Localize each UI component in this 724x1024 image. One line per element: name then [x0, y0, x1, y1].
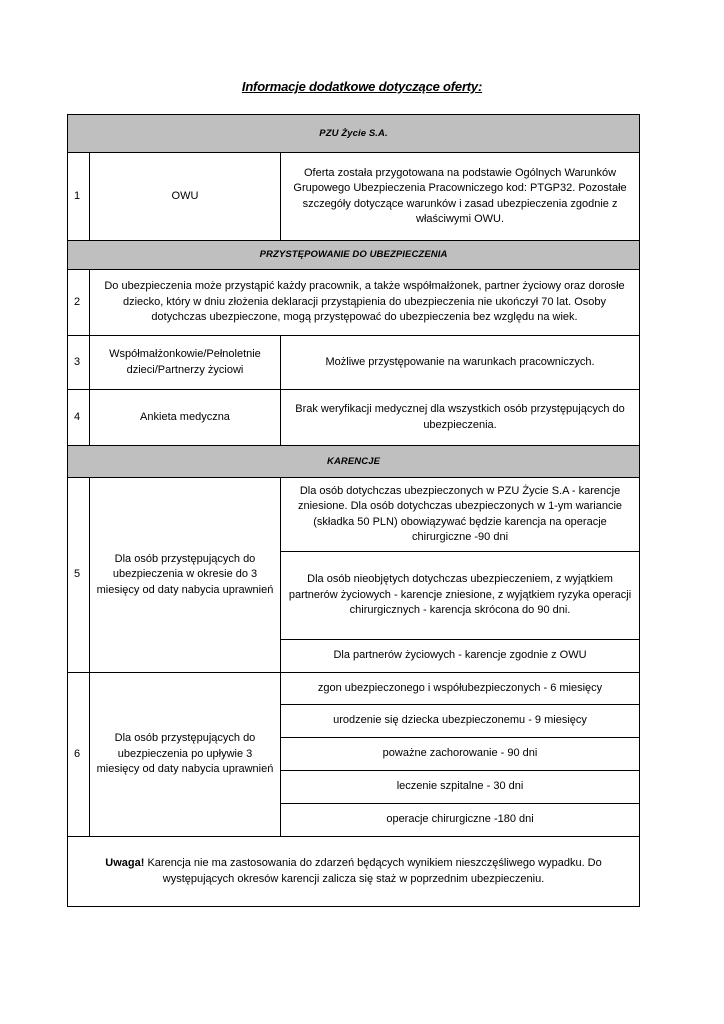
row-number: 6: [68, 673, 90, 837]
table-row-owu: [68, 153, 640, 241]
row-number: 2: [68, 270, 90, 336]
note-text: Karencja nie ma zastosowania do zdarzeń będących wynikiem nieszczęśliwego wypadku. Do występujących okresów karencji zalicza się staż w poprzednim ubezpieczeniu.: [147, 857, 602, 885]
row-number: 3: [68, 336, 90, 390]
row-number: 1: [68, 153, 90, 241]
page-title: Informacje dodatkowe dotyczące oferty:: [241, 79, 483, 94]
section-title-joining: PRZYSTĘPOWANIE DO UBEZPIECZENIA: [68, 241, 640, 270]
table-row-waiting-late: [68, 673, 640, 705]
row-number: 4: [68, 390, 90, 446]
row-value-owu: Oferta została przygotowana na podstawie Ogólnych Warunków Grupowego Ubezpieczenia Pracowniczego kod: PTGP32. Pozostałe szczegóły dotyczące warunków i zasad ubezpieczenia zgodnie z właściwymi OWU.: [281, 153, 640, 241]
waiting-item: leczenie szpitalne - 30 dni: [281, 771, 640, 804]
table-row-waiting-early: [68, 478, 640, 552]
row-text-eligibility: Do ubezpieczenia może przystąpić każdy pracownik, a także współmałżonek, partner życiowy oraz dorosłe dziecko, który w dniu złożenia deklaracji przystąpienia do ubezpieczenia nie ukończył 70 lat. Osoby dotychczas ubezpieczone, mogą przystępować do ubezpieczenia bez względu na wiek.: [90, 270, 640, 336]
section-header-pzu: [68, 115, 640, 153]
table-row-family: [68, 336, 640, 390]
note-cell: [68, 837, 640, 907]
waiting-item: Dla partnerów życiowych - karencje zgodnie z OWU: [281, 640, 640, 673]
row-number: 5: [68, 478, 90, 673]
row-label-waiting-early: Dla osób przystępujących do ubezpieczenia w okresie do 3 miesięcy od daty nabycia uprawnień: [90, 478, 281, 673]
row-label-waiting-late: Dla osób przystępujących do ubezpieczenia po upływie 3 miesięcy od daty nabycia uprawnień: [90, 673, 281, 837]
table-row-note: [68, 837, 640, 907]
waiting-item: Dla osób dotychczas ubezpieczonych w PZU Życie S.A - karencje zniesione. Dla osób dotychczas ubezpieczonych w 1-ym wariancie (składka 50 PLN) obowiązywać będzie karencja na operacje chirurgiczne -90 dni: [281, 478, 640, 552]
table-row-eligibility: [68, 270, 640, 336]
section-header-waiting: [68, 446, 640, 478]
note-label: Uwaga!: [105, 857, 145, 869]
waiting-item: zgon ubezpieczonego i współubezpieczonych - 6 miesięcy: [281, 673, 640, 705]
row-label-family: Współmałżonkowie/Pełnoletnie dzieci/Partnerzy życiowi: [90, 336, 281, 390]
row-label-owu: OWU: [90, 153, 281, 241]
row-value-medical: Brak weryfikacji medycznej dla wszystkich osób przystępujących do ubezpieczenia.: [281, 390, 640, 446]
row-value-family: Możliwe przystępowanie na warunkach pracowniczych.: [281, 336, 640, 390]
offer-info-table: [67, 114, 640, 907]
row-label-medical: Ankieta medyczna: [90, 390, 281, 446]
waiting-item: urodzenie się dziecka ubezpieczonemu - 9 miesięcy: [281, 705, 640, 738]
table-row-medical: [68, 390, 640, 446]
waiting-item: poważne zachorowanie - 90 dni: [281, 738, 640, 771]
waiting-item: Dla osób nieobjętych dotychczas ubezpieczeniem, z wyjątkiem partnerów życiowych - karencje zniesione, z wyjątkiem ryzyka operacji chirurgicznych - karencja skrócona do 90 dni.: [281, 552, 640, 640]
section-title-waiting: KARENCJE: [68, 446, 640, 478]
section-header-joining: [68, 241, 640, 270]
section-title-pzu: PZU Życie S.A.: [68, 115, 640, 153]
waiting-item: operacje chirurgiczne -180 dni: [281, 804, 640, 837]
